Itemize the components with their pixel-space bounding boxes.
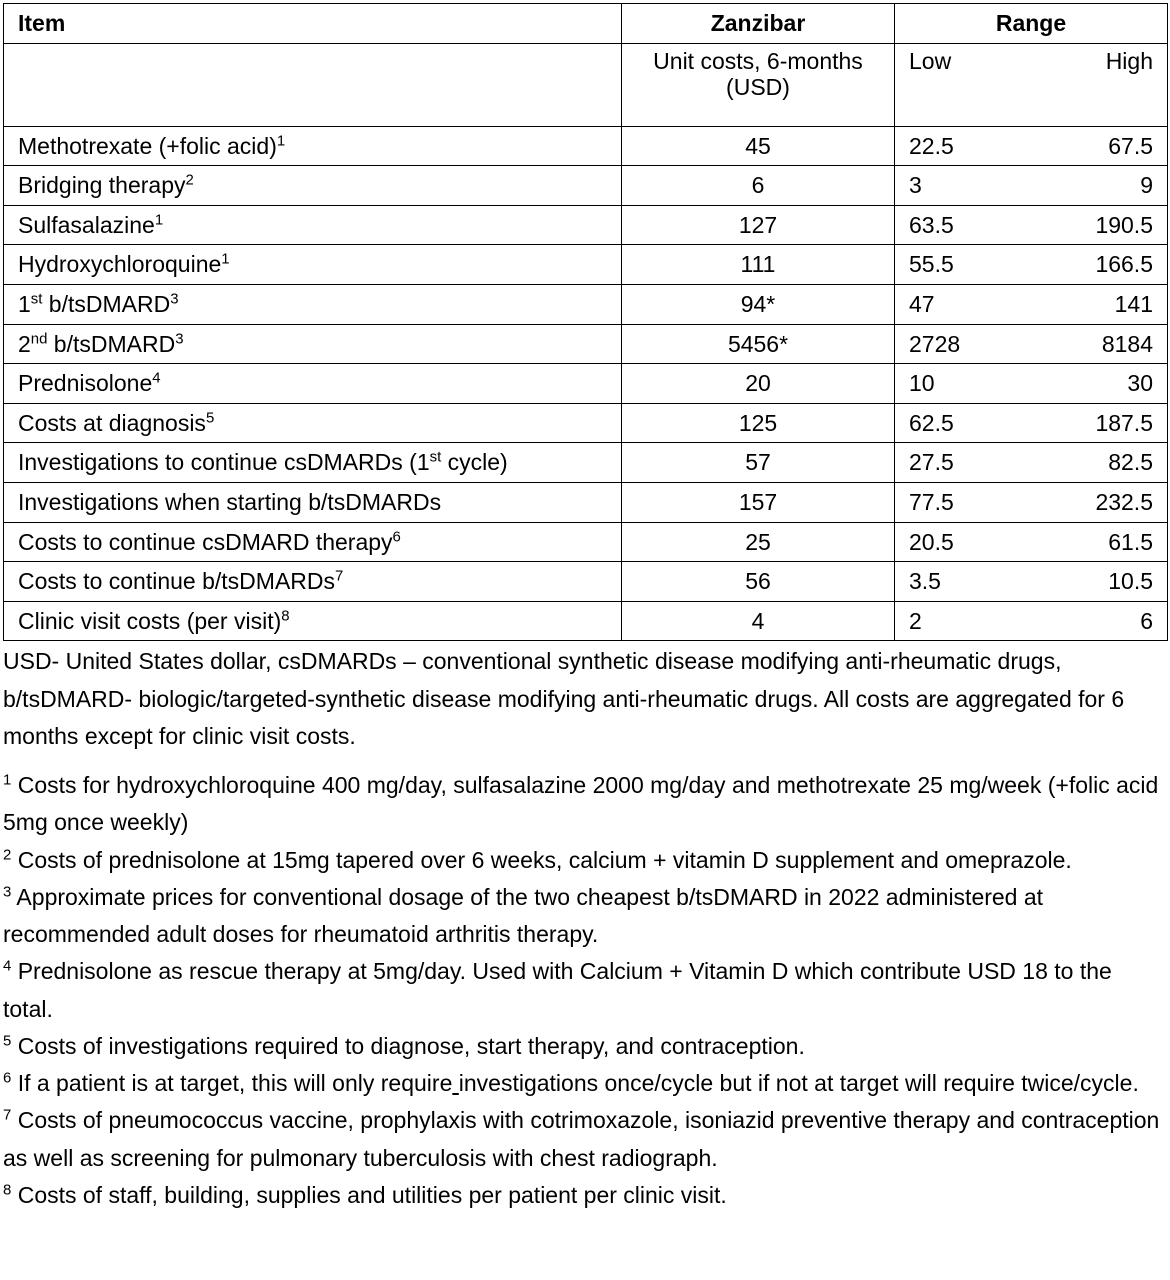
footnote-ref: 1	[154, 211, 164, 229]
footnote-6	[3, 1065, 1167, 1102]
cell-range	[895, 364, 1168, 404]
footnote-ref: 1	[276, 132, 286, 150]
cell-range-low: 2728	[909, 330, 961, 357]
footnote-text: If a patient is at target, this will only require	[11, 1070, 453, 1097]
footnote-number: 3	[3, 883, 12, 901]
subheader-row	[4, 43, 1168, 126]
table-row	[4, 205, 1168, 245]
subheader-zanzibar	[622, 43, 895, 126]
cell-item	[4, 284, 622, 324]
cell-range	[895, 245, 1168, 285]
cell-range-high: 30	[1127, 370, 1153, 397]
cell-range-high: 166.5	[1095, 251, 1153, 278]
cell-item	[4, 601, 622, 641]
subheader-low: Low	[909, 47, 952, 74]
footnote-text: Approximate prices for conventional dosage of the two cheapest b/tsDMARD in 2022 administered at recommended adult doses for rheumatoid arthritis therapy.	[3, 883, 1044, 948]
footnote-text-cont: investigations once/cycle but if not at target will require twice/cycle.	[458, 1070, 1139, 1097]
cell-range-low: 77.5	[909, 489, 954, 516]
item-label-rest: b/tsDMARD	[47, 330, 176, 357]
cell-range-low: 2	[909, 607, 922, 634]
item-label: Methotrexate (+folic acid)	[18, 132, 277, 159]
footnote-number: 8	[3, 1181, 12, 1199]
footnote-1	[3, 767, 1167, 842]
table-row	[4, 443, 1168, 483]
footnote-ref: 4	[152, 369, 161, 387]
item-label: Investigations to continue csDMARDs (1	[18, 449, 430, 476]
footnote-8	[3, 1177, 1167, 1214]
table-row	[4, 403, 1168, 443]
cell-range-high: 232.5	[1095, 489, 1153, 516]
footnote-7	[3, 1102, 1167, 1177]
item-label: Clinic visit costs (per visit)	[18, 607, 282, 634]
abbreviations-note: USD- United States dollar, csDMARDs – conventional synthetic disease modifying anti-rheumatic drugs, b/tsDMARD- biologic/targeted-synthetic disease modifying anti-rheumatic drugs. All costs are aggregated for 6 months except for clinic visit costs.	[3, 648, 1125, 749]
item-label: Costs to continue b/tsDMARDs	[18, 568, 336, 595]
cell-range-low: 3	[909, 172, 922, 199]
footnote-ref: 6	[392, 527, 401, 545]
item-label: Prednisolone	[18, 370, 153, 397]
item-label-rest: b/tsDMARD	[42, 291, 171, 318]
cell-range-low: 10	[909, 370, 935, 397]
footnotes	[3, 767, 1167, 1214]
subheader-zanzibar-line2: (USD)	[726, 74, 790, 101]
footnote-3	[3, 879, 1167, 954]
table-row	[4, 364, 1168, 404]
cell-item	[4, 205, 622, 245]
cell-item	[4, 403, 622, 443]
item-label: Costs to continue csDMARD therapy	[18, 528, 393, 555]
item-label: 2	[18, 330, 31, 357]
item-label: Hydroxychloroquine	[18, 251, 222, 278]
cell-range-low: 63.5	[909, 211, 954, 238]
cell-unit-cost: 45	[622, 126, 895, 166]
cell-range	[895, 482, 1168, 522]
cell-range	[895, 166, 1168, 206]
cell-range-high: 141	[1114, 291, 1153, 318]
footnote-number: 2	[3, 845, 12, 863]
cell-range-high: 67.5	[1108, 132, 1153, 159]
footnote-ref: 8	[281, 607, 290, 625]
cell-range	[895, 522, 1168, 562]
footnote-number: 5	[3, 1032, 12, 1050]
cell-range	[895, 403, 1168, 443]
cell-range	[895, 126, 1168, 166]
cell-range-low: 20.5	[909, 528, 954, 555]
cell-item	[4, 443, 622, 483]
table-row	[4, 245, 1168, 285]
footnote-ref: 5	[205, 409, 215, 427]
cell-range	[895, 562, 1168, 602]
item-label: Costs at diagnosis	[18, 409, 206, 436]
table-body	[4, 126, 1168, 641]
item-label: Sulfasalazine	[18, 211, 155, 238]
footnote-number: 1	[3, 771, 12, 789]
cell-unit-cost: 56	[622, 562, 895, 602]
cell-range-high: 187.5	[1095, 409, 1153, 436]
footnote-4	[3, 953, 1167, 1028]
header-range: Range	[895, 4, 1168, 44]
cell-unit-cost: 111	[622, 245, 895, 285]
cell-unit-cost: 25	[622, 522, 895, 562]
table-row	[4, 601, 1168, 641]
cell-unit-cost: 6	[622, 166, 895, 206]
cell-range-low: 27.5	[909, 449, 954, 476]
item-label-tail: cycle)	[441, 449, 508, 476]
cell-range-high: 8184	[1101, 330, 1153, 357]
footnote-ref: 2	[185, 171, 194, 189]
table-row	[4, 166, 1168, 206]
footnote-ref: 3	[170, 290, 179, 308]
footnote-ref: st	[429, 448, 442, 466]
cell-range-high: 10.5	[1108, 568, 1153, 595]
footnote-text: Costs for hydroxychloroquine 400 mg/day, sulfasalazine 2000 mg/day and methotrexate 25 mg/week (+folic acid 5mg once weekly)	[3, 772, 1159, 836]
cell-range-low: 55.5	[909, 251, 954, 278]
footnote-5	[3, 1028, 1167, 1065]
footnote-ref: 1	[221, 250, 230, 268]
cell-unit-cost: 4	[622, 601, 895, 641]
cell-unit-cost: 94*	[622, 284, 895, 324]
item-label: Bridging therapy	[18, 172, 186, 199]
item-label: Investigations when starting b/tsDMARDs	[18, 489, 442, 516]
cell-range	[895, 284, 1168, 324]
header-item: Item	[4, 4, 622, 44]
cell-range-high: 61.5	[1108, 528, 1153, 555]
footnote-text: Costs of staff, building, supplies and utilities per patient per clinic visit.	[11, 1181, 727, 1208]
cell-range-low: 62.5	[909, 409, 954, 436]
cell-unit-cost: 125	[622, 403, 895, 443]
cell-range	[895, 443, 1168, 483]
footnote-number: 6	[3, 1069, 12, 1087]
cell-item	[4, 364, 622, 404]
cell-unit-cost: 5456*	[622, 324, 895, 364]
table-row	[4, 482, 1168, 522]
footnote-text: Costs of prednisolone at 15mg tapered over 6 weeks, calcium + vitamin D supplement and omeprazole.	[11, 846, 1072, 873]
subheader-zanzibar-line1: Unit costs, 6-months	[653, 47, 863, 74]
subheader-high: High	[1105, 47, 1153, 74]
footnote-text: Costs of investigations required to diagnose, start therapy, and contraception.	[11, 1032, 805, 1059]
item-label: 1	[18, 291, 31, 318]
cell-item	[4, 324, 622, 364]
footnote-number: 4	[3, 957, 12, 975]
cost-table	[3, 3, 1168, 641]
subheader-item-empty	[4, 43, 622, 126]
cell-item	[4, 562, 622, 602]
cell-range-high: 6	[1140, 607, 1153, 634]
cell-unit-cost: 57	[622, 443, 895, 483]
footnote-ref: 3	[175, 329, 184, 347]
subheader-range	[895, 43, 1168, 126]
cell-unit-cost: 20	[622, 364, 895, 404]
cell-range-low: 22.5	[909, 132, 954, 159]
cell-item	[4, 126, 622, 166]
table-row	[4, 562, 1168, 602]
item-ordinal-sup: nd	[30, 329, 48, 347]
footnote-text: Prednisolone as rescue therapy at 5mg/day. Used with Calcium + Vitamin D which contribute USD 18 to the total.	[3, 958, 1112, 1022]
cell-unit-cost: 127	[622, 205, 895, 245]
table-row	[4, 324, 1168, 364]
cell-item	[4, 166, 622, 206]
cell-range	[895, 324, 1168, 364]
header-row	[4, 4, 1168, 44]
cell-range	[895, 601, 1168, 641]
cell-range	[895, 205, 1168, 245]
header-zanzibar: Zanzibar	[622, 4, 895, 44]
footnote-ref: 7	[335, 567, 344, 585]
cell-item	[4, 245, 622, 285]
table-row	[4, 284, 1168, 324]
table-row	[4, 522, 1168, 562]
footnote-text: Costs of pneumococcus vaccine, prophylaxis with cotrimoxazole, isoniazid preventive therapy and contraception as well as screening for pulmonary tuberculosis with chest radiograph.	[3, 1107, 1160, 1171]
cell-range-high: 190.5	[1095, 211, 1153, 238]
cell-unit-cost: 157	[622, 482, 895, 522]
cell-item	[4, 482, 622, 522]
cell-item	[4, 522, 622, 562]
table-row	[4, 126, 1168, 166]
cell-range-high: 82.5	[1108, 449, 1153, 476]
footnote-2	[3, 842, 1167, 879]
footnote-number: 7	[3, 1106, 12, 1124]
cell-range-high: 9	[1140, 172, 1153, 199]
item-ordinal-sup: st	[30, 290, 43, 308]
cell-range-low: 3.5	[909, 568, 941, 595]
cell-range-low: 47	[909, 291, 935, 318]
table-notes	[3, 643, 1167, 1214]
